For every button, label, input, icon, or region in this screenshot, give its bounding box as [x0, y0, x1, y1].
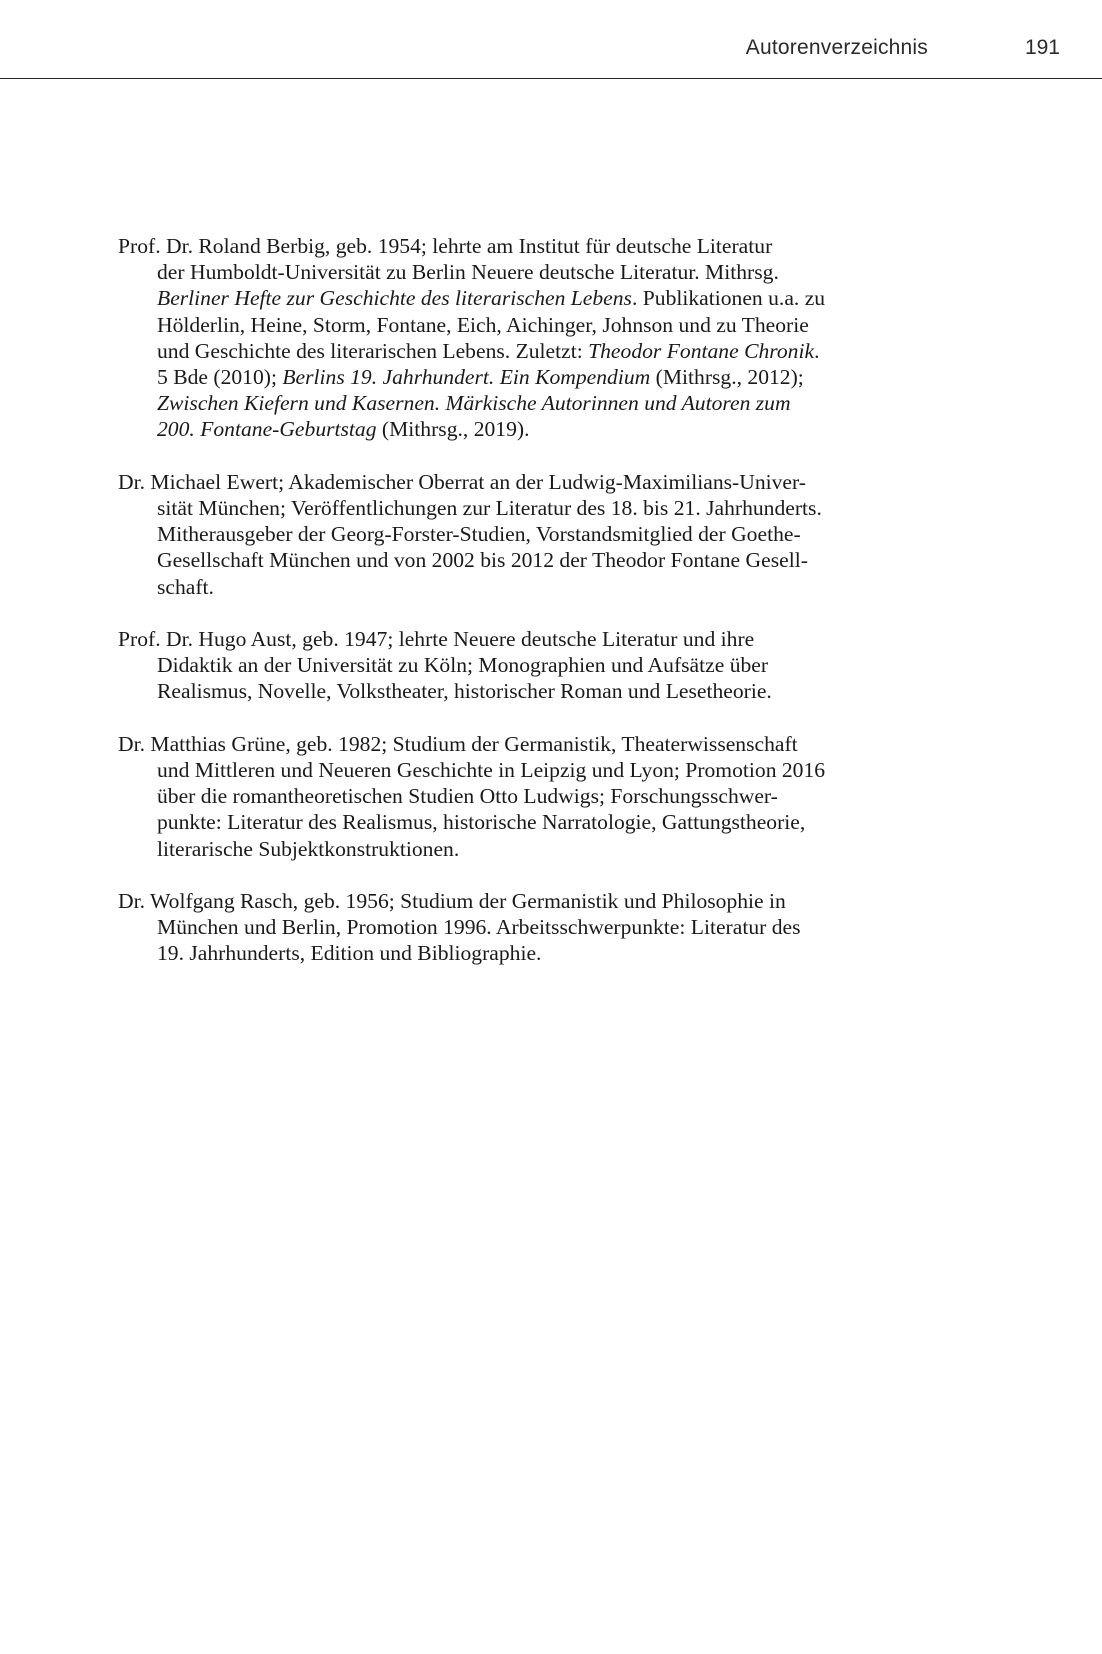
entry-line [118, 390, 988, 416]
text-run: Prof. Dr. Roland Berbig, geb. 1954; lehrte am Institut für deutsche Literatur [118, 234, 773, 258]
text-run: Mitherausgeber der Georg-Forster-Studien, Vorstandsmitglied der Goethe- [157, 522, 801, 547]
text-run: Dr. Matthias Grüne, geb. 1982; Studium der Germanistik, Theaterwissenschaft [118, 731, 798, 756]
author-entry [118, 731, 988, 862]
running-head-title: Autorenverzeichnis [745, 36, 928, 59]
entry-line [118, 652, 988, 678]
author-entry [118, 888, 988, 967]
entry-line [118, 364, 988, 390]
text-run: Dr. Wolfgang Rasch, geb. 1956; Studium der Germanistik und Philosophie in [118, 889, 786, 914]
text-run: 5 Bde (2010); [157, 365, 283, 390]
text-run: und Geschichte des literarischen Lebens. Zuletzt: [157, 338, 589, 363]
entry-line [118, 757, 988, 783]
text-run: Gesellschaft München und von 2002 bis 2012 der Theodor Fontane Gesell- [157, 548, 808, 573]
entry-line [118, 836, 988, 862]
entry-line [118, 233, 988, 259]
italic-title-run: Berlins 19. Jahrhundert. Ein Kompendium [282, 365, 651, 390]
entry-line [118, 338, 988, 364]
text-run: über die romantheoretischen Studien Otto Ludwigs; Forschungsschwer- [157, 784, 778, 809]
entry-line [118, 888, 988, 914]
entry-line [118, 940, 988, 966]
text-run: literarische Subjektkonstruktionen. [157, 836, 460, 861]
text-run: Dr. Michael Ewert; Akademischer Oberrat an der Ludwig-Maximilians-Univer- [118, 469, 806, 494]
entry-line [118, 914, 988, 940]
text-run: . Publikationen u.a. zu [631, 286, 826, 311]
entry-line [118, 285, 988, 311]
text-run: Prof. Dr. Hugo Aust, geb. 1947; lehrte Neuere deutsche Literatur und ihre [118, 627, 755, 652]
italic-title-run: Zwischen Kiefern und Kasernen. Märkische Autorinnen und Autoren zum [157, 391, 791, 416]
text-run: der Humboldt-Universität zu Berlin Neuere deutsche Literatur. Mithrsg. [157, 260, 779, 285]
italic-title-run: Theodor Fontane Chronik [588, 338, 815, 363]
entry-line [118, 547, 988, 573]
text-run: Realismus, Novelle, Volkstheater, historischer Roman und Lesetheorie. [157, 679, 772, 704]
entry-line [118, 574, 988, 600]
page-number: 191 [1024, 36, 1060, 59]
entry-line [118, 495, 988, 521]
text-run: Didaktik an der Universität zu Köln; Monographien und Aufsätze über [157, 653, 769, 678]
author-entry [118, 233, 988, 443]
entry-line [118, 521, 988, 547]
text-run: . [814, 338, 820, 363]
entry-line [118, 783, 988, 809]
text-run: (Mithrsg., 2019). [376, 417, 530, 442]
text-run: Hölderlin, Heine, Storm, Fontane, Eich, Aichinger, Johnson und zu Theorie [157, 312, 809, 337]
text-run: (Mithrsg., 2012); [650, 365, 804, 390]
text-run: und Mittleren und Neueren Geschichte in Leipzig und Lyon; Promotion 2016 [157, 758, 826, 783]
author-entry [118, 626, 988, 705]
entry-line [118, 678, 988, 704]
entry-line [118, 259, 988, 285]
text-run: sität München; Veröffentlichungen zur Literatur des 18. bis 21. Jahrhunderts. [157, 496, 822, 521]
entry-line [118, 809, 988, 835]
entry-line [118, 416, 988, 442]
entry-line [118, 469, 988, 495]
italic-title-run: 200. Fontane-Geburtstag [157, 417, 377, 442]
entry-line [118, 312, 988, 338]
text-run: punkte: Literatur des Realismus, historische Narratologie, Gattungstheorie, [157, 810, 806, 835]
author-directory [118, 233, 988, 993]
entry-line [118, 731, 988, 757]
italic-title-run: Berliner Hefte zur Geschichte des literarischen Lebens [157, 286, 632, 311]
running-head [0, 0, 1102, 79]
author-entry [118, 469, 988, 600]
entry-line [118, 626, 988, 652]
text-run: 19. Jahrhunderts, Edition und Bibliographie. [157, 941, 542, 966]
text-run: München und Berlin, Promotion 1996. Arbeitsschwerpunkte: Literatur des [157, 915, 801, 940]
text-run: schaft. [157, 574, 214, 599]
